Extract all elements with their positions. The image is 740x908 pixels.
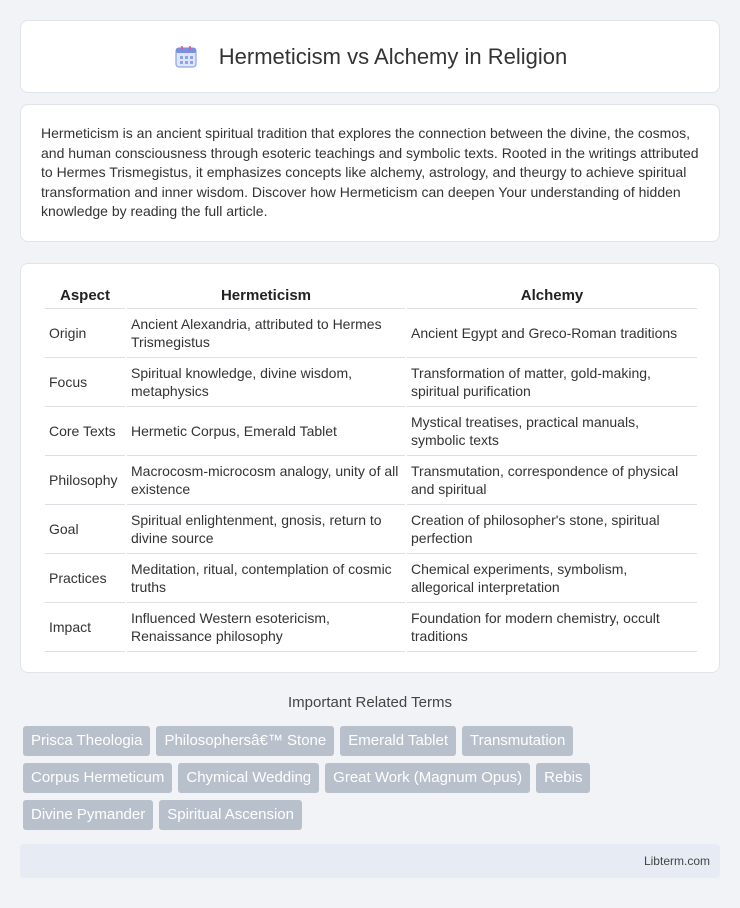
row-hermeticism: Hermetic Corpus, Emerald Tablet <box>127 407 405 456</box>
related-term-tag[interactable]: Rebis <box>536 763 590 793</box>
related-term-tag[interactable]: Great Work (Magnum Opus) <box>325 763 530 793</box>
row-alchemy: Ancient Egypt and Greco-Roman traditions <box>407 309 697 358</box>
table-header-row <box>45 283 697 309</box>
related-terms-heading: Important Related Terms <box>288 694 452 711</box>
row-hermeticism: Ancient Alexandria, attributed to Hermes Trismegistus <box>127 309 405 358</box>
row-hermeticism: Meditation, ritual, contemplation of cosmic truths <box>127 554 405 603</box>
related-term-tag[interactable]: Transmutation <box>462 726 573 756</box>
footer <box>20 844 720 878</box>
table-row <box>45 456 697 505</box>
related-terms-list <box>23 726 723 830</box>
row-aspect: Origin <box>45 309 125 358</box>
row-alchemy: Mystical treatises, practical manuals, symbolic texts <box>407 407 697 456</box>
row-hermeticism: Spiritual enlightenment, gnosis, return to divine source <box>127 505 405 554</box>
table-row <box>45 554 697 603</box>
table-row <box>45 407 697 456</box>
row-alchemy: Chemical experiments, symbolism, allegorical interpretation <box>407 554 697 603</box>
row-alchemy: Foundation for modern chemistry, occult traditions <box>407 603 697 652</box>
intro-card <box>20 104 720 242</box>
intro-text: Hermeticism is an ancient spiritual tradition that explores the connection between the divine, the cosmos, and human consciousness through esoteric teachings and symbolic texts. Rooted in the writings attributed to Hermes Trismegistus, it emphasizes concepts like alchemy, astrology, and theurgy to achieve spiritual transformation and inner wisdom. Discover how Hermeticism can deepen Your understanding of hidden knowledge by reading the full article. <box>41 125 699 220</box>
related-term-tag[interactable]: Prisca Theologia <box>23 726 150 756</box>
table-row <box>45 603 697 652</box>
related-term-tag[interactable]: Divine Pymander <box>23 800 153 830</box>
related-term-tag[interactable]: Corpus Hermeticum <box>23 763 172 793</box>
row-aspect: Goal <box>45 505 125 554</box>
header-hermeticism: Hermeticism <box>127 283 405 309</box>
comparison-table-card <box>20 263 720 673</box>
page-title: Hermeticism vs Alchemy in Religion <box>218 43 568 69</box>
row-aspect: Philosophy <box>45 456 125 505</box>
related-term-tag[interactable]: Emerald Tablet <box>340 726 456 756</box>
related-term-tag[interactable]: Chymical Wedding <box>178 763 319 793</box>
row-alchemy: Creation of philosopher's stone, spiritual perfection <box>407 505 697 554</box>
related-term-tag[interactable]: Philosophersâ€™ Stone <box>156 726 334 756</box>
calendar-grid-icon <box>173 44 199 70</box>
related-term-tag[interactable]: Spiritual Ascension <box>159 800 302 830</box>
row-hermeticism: Influenced Western esotericism, Renaissance philosophy <box>127 603 405 652</box>
footer-site-link[interactable]: Libterm.com <box>643 854 710 868</box>
header-card <box>20 20 720 93</box>
row-alchemy: Transformation of matter, gold-making, spiritual purification <box>407 358 697 407</box>
row-hermeticism: Macrocosm-microcosm analogy, unity of all existence <box>127 456 405 505</box>
row-alchemy: Transmutation, correspondence of physical and spiritual <box>407 456 697 505</box>
table-row <box>45 358 697 407</box>
table-row <box>45 309 697 358</box>
row-hermeticism: Spiritual knowledge, divine wisdom, metaphysics <box>127 358 405 407</box>
row-aspect: Practices <box>45 554 125 603</box>
row-aspect: Focus <box>45 358 125 407</box>
row-aspect: Core Texts <box>45 407 125 456</box>
header-aspect: Aspect <box>45 283 125 309</box>
row-aspect: Impact <box>45 603 125 652</box>
comparison-table <box>43 283 699 652</box>
table-row <box>45 505 697 554</box>
header-alchemy: Alchemy <box>407 283 697 309</box>
